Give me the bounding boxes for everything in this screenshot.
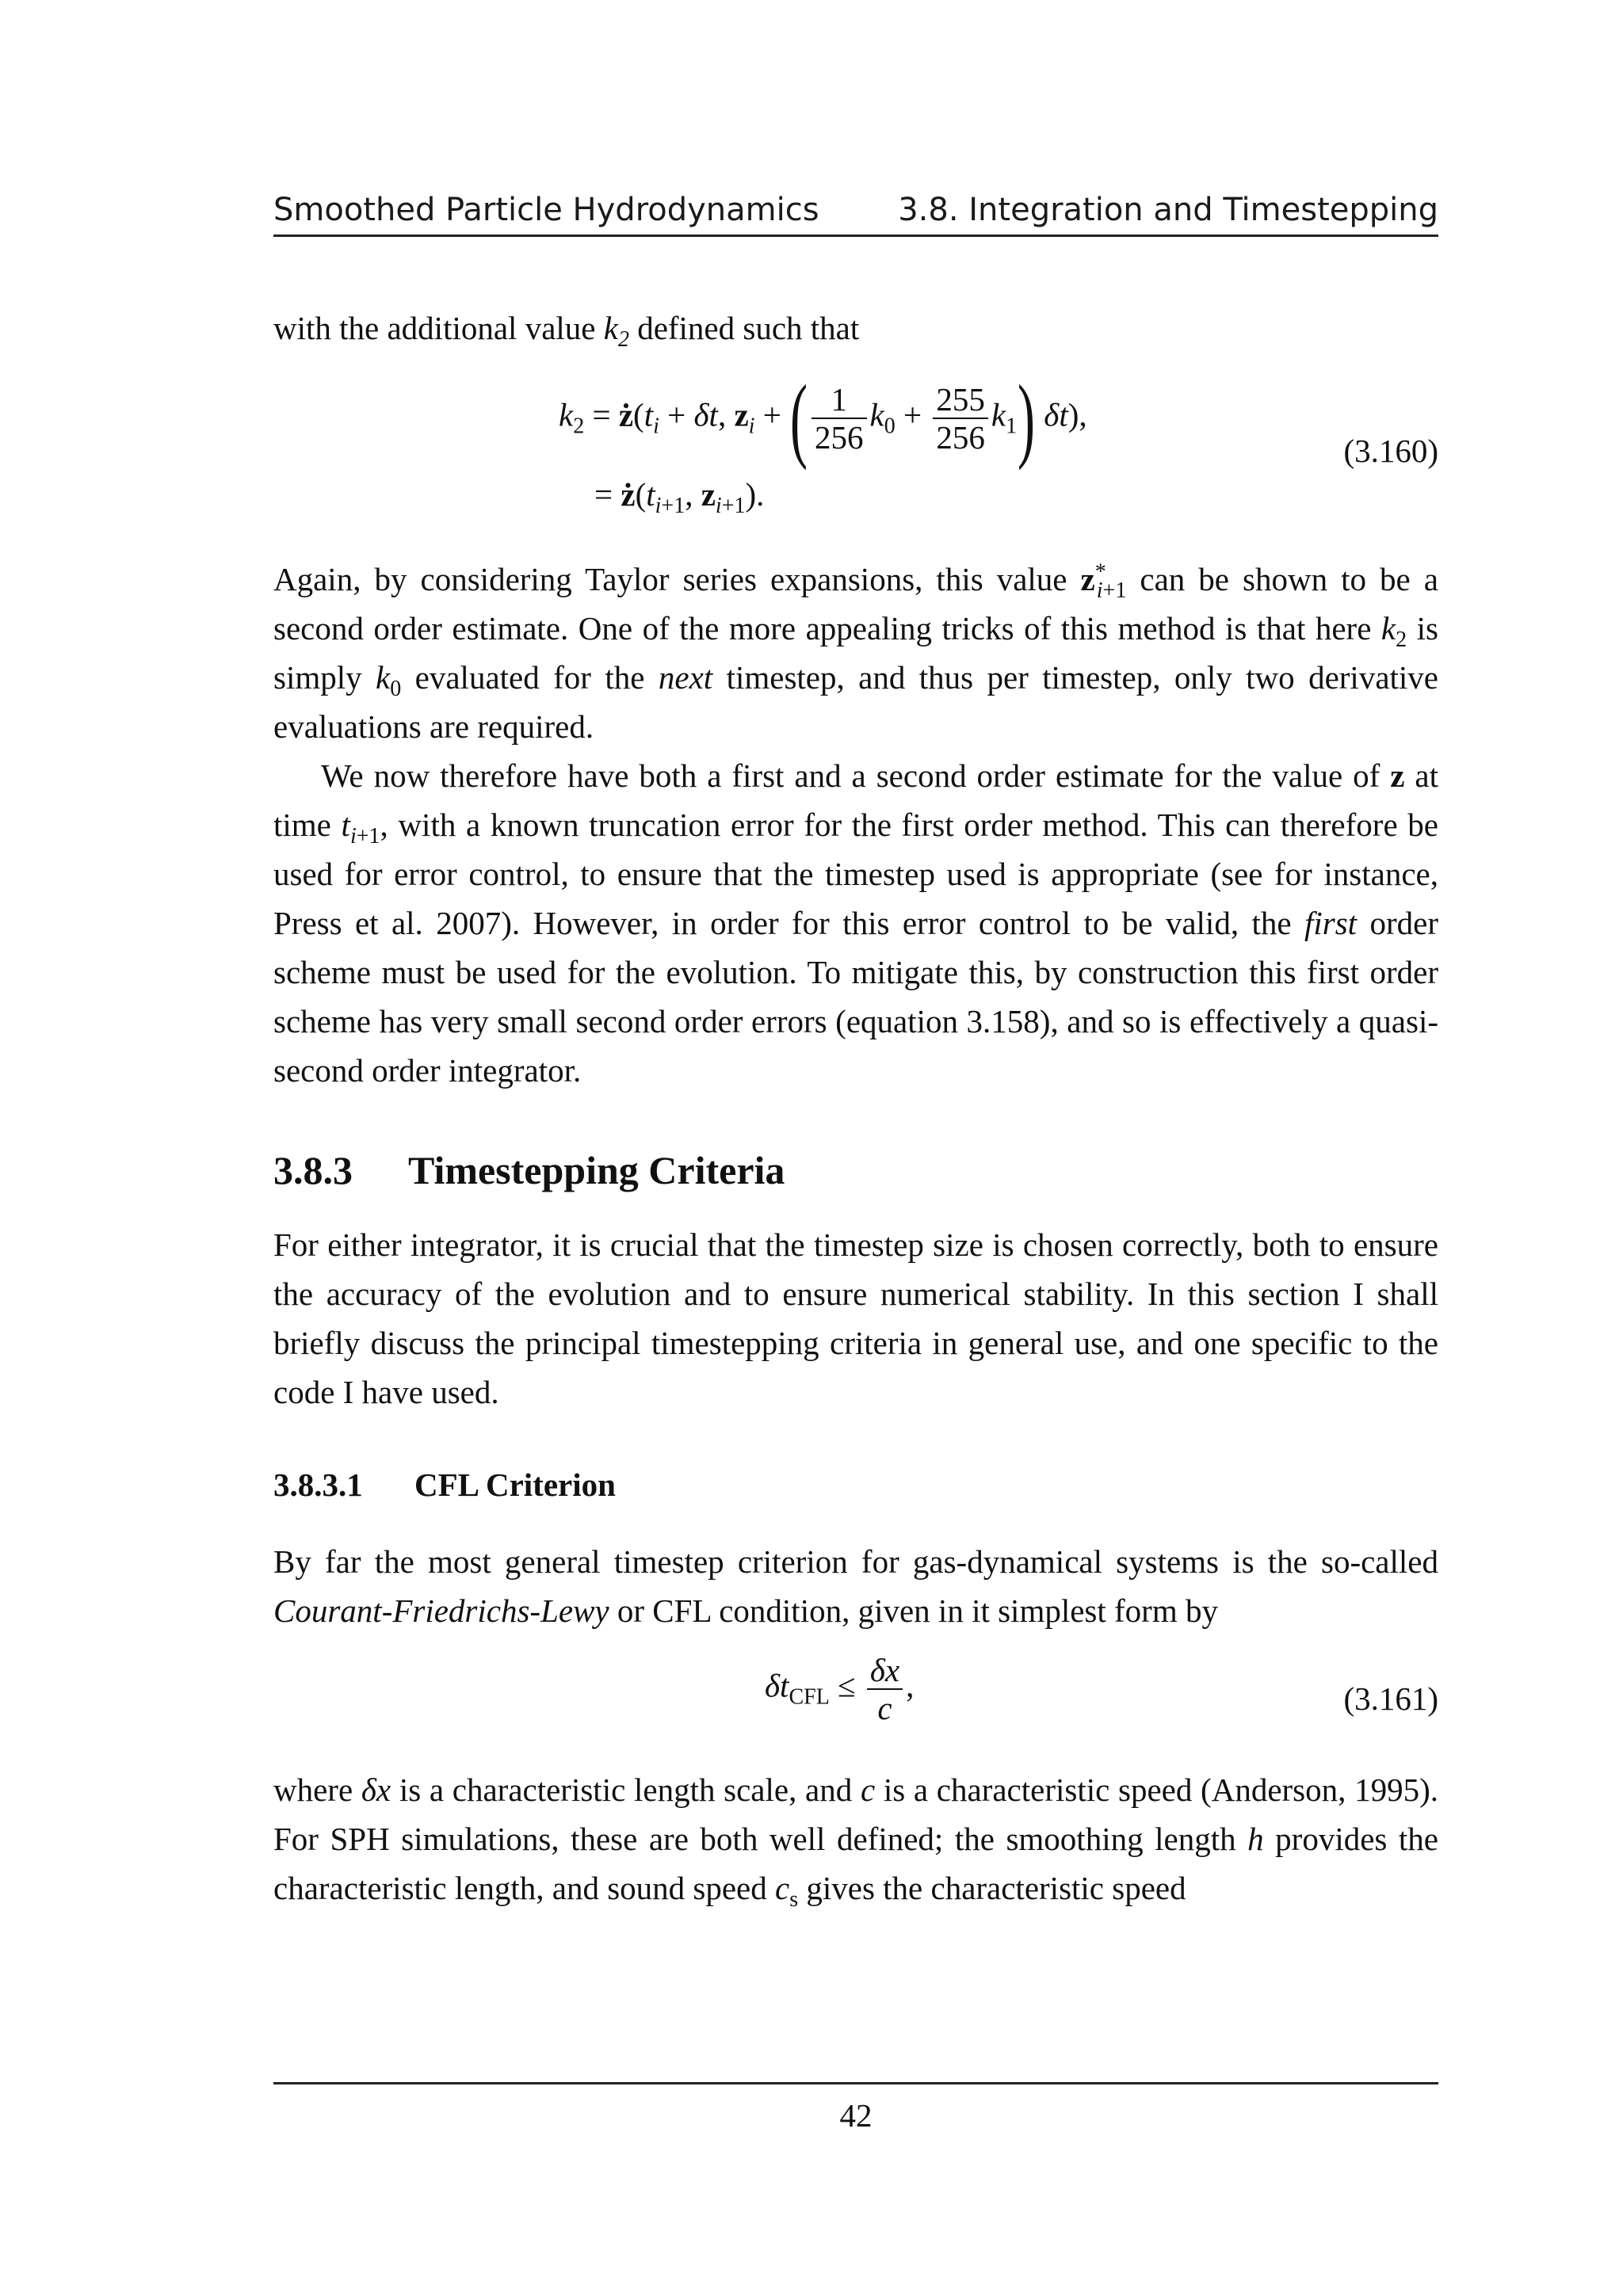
equation-3-160-line1: $k_2$ = $ż(t_i + \delta t$, $z_i$ + ( $\frac{1}{256}$ $k_0$ + $\frac{255}{256}$ $k_1$) δt), [559, 365, 1087, 471]
frac-255-256: $\frac{255}{256}$ [933, 381, 988, 456]
section-title: Timestepping Criteria [408, 1148, 785, 1192]
emphasis-next: next [658, 659, 713, 696]
equation-3-161 [273, 1652, 1438, 1747]
intro-text-before: with the additional value [273, 310, 604, 346]
eq-lhs-var: k [559, 396, 574, 433]
equation-3-160-line2: = $ż(t_{i+1}$, $z_{i+1}$). [594, 476, 765, 519]
paragraph-taylor: Again, by considering Taylor series expansions, this value $z^*_{i+1}$ can be shown to be a second order estimate. One of the more appealing tricks of this method is that here $k_2$ is simply $k_0$ evaluated for the next timestep, and thus per timestep, only two derivative evaluations are required. We now therefore have both a first and a second order estimate for the value of z at time $t_{i+1}$, with a known truncation error for the first order method. This can therefore be used for error control, to ensure that the timestep used is appropriate (see for instance, Press et al. 2007). However, in order for this error control to be valid, the first order scheme must be used for the evolution. To mitigate this, by construction this first order scheme has very small second order errors (equation 3.158), and so is effectively a quasi-second order integrator. [273, 555, 1438, 1095]
page-number: 42 [839, 2097, 873, 2134]
subsection-title: CFL Criterion [414, 1466, 616, 1503]
equation-3-160 [273, 365, 1438, 519]
paragraph-cfl-intro: By far the most general timestep criterion for gas-dynamical systems is the so-called Courant-Friedrichs-Lewy or CFL condition, given in it simplest form by [273, 1543, 1438, 1629]
paragraph-criteria-intro: For either integrator, it is crucial that the timestep size is chosen correctly, both to ensure the accuracy of the evolution and to ensure numerical stability. In this section I shall briefly discuss the principal timestepping criteria in general use, and one specific to the code I have used. [273, 1226, 1438, 1410]
paragraph-error-control: We now therefore have both a first and a second order estimate for the value of z at time $t_{i+1}$, with a known truncation error for the first order method. This can therefore be used for error control, to ensure that the timestep used is appropriate (see for instance, Press et al. 2007). However, in order for this error control to be valid, the first order scheme must be used for the evolution. To mitigate this, by construction this first order scheme has very small second order errors (equation 3.158), and so is effectively a quasi-second order integrator. [273, 757, 1438, 1089]
subsection-number: 3.8.3.1 [273, 1466, 363, 1503]
emphasis-cfl-name: Courant-Friedrichs-Lewy [273, 1592, 609, 1629]
footer-rule [273, 2082, 1438, 2084]
header-section-title: 3.8. Integration and Timestepping [898, 192, 1438, 228]
running-header [273, 189, 1438, 237]
section-number: 3.8.3 [273, 1148, 353, 1192]
math-k2: $k_2$ [603, 310, 629, 353]
subsection-heading [273, 1466, 616, 1504]
section-heading [273, 1147, 785, 1193]
intro-line [273, 303, 1438, 353]
intro-text-after: defined such that [628, 310, 860, 346]
equation-number-3-160: (3.160) [1343, 433, 1438, 469]
emphasis-first: first [1304, 905, 1358, 941]
eq-lhs-sub: 2 [573, 414, 585, 439]
header-chapter-title: Smoothed Particle Hydrodynamics [273, 192, 819, 228]
equation-number-3-161: (3.161) [1343, 1680, 1438, 1717]
paragraph-cfl-definition: where δx is a characteristic length scale, and c is a characteristic speed (Anderson, 1995). For SPH simulations, these are both well defined; the smoothing length h provides the characteristic length, and sound speed $c_s$ gives the characteristic speed [273, 1772, 1438, 1913]
frac-1-256: $\frac{1}{256}$ [812, 381, 867, 456]
equation-3-161-body: $\delta t_{CFL}$ ≤ $\frac{\delta x}{c}$ , [765, 1652, 915, 1726]
frac-dx-c: $\frac{\delta x}{c}$ [867, 1652, 903, 1726]
